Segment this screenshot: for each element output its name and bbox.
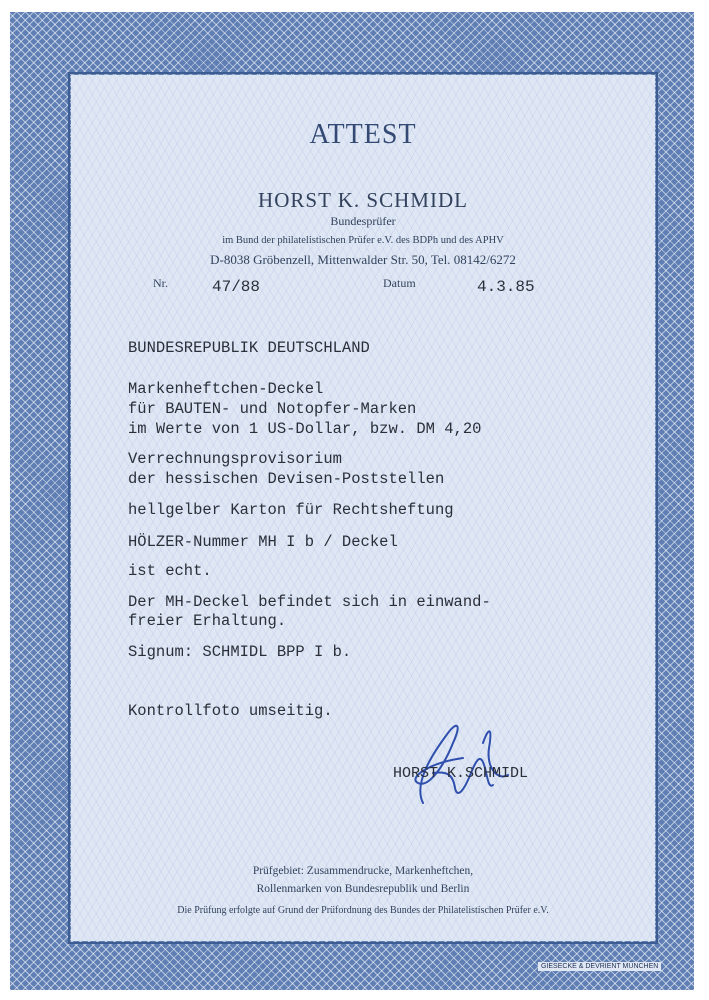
examiner-role: Bundesprüfer [330, 214, 396, 228]
examiner-address: D-8038 Gröbenzell, Mittenwalder Str. 50, Tel. 08142/6272 [210, 252, 516, 267]
item-line-3: im Werte von 1 US-Dollar, bzw. DM 4,20 [128, 420, 482, 438]
legal-note: Die Prüfung erfolgte auf Grund der Prüfordnung des Bundes der Philatelistischen Prüfer e.V. [177, 905, 549, 916]
number-label: Nr. [153, 276, 168, 290]
genuine-statement: ist echt. [128, 562, 212, 580]
scope-line-2: Rollenmarken von Bundesrepublik und Berlin [256, 883, 470, 895]
examiner-name: HORST K. SCHMIDL [258, 188, 468, 212]
photo-note: Kontrollfoto umseitig. [128, 702, 333, 720]
certificate-title: ATTEST [309, 119, 417, 150]
scope-line-1: Prüfgebiet: Zusammendrucke, Markenheftchen, [252, 865, 474, 877]
condition-line-2: freier Erhaltung. [128, 612, 287, 630]
item-line-1: Markenheftchen-Deckel [128, 380, 324, 398]
handwritten-signature [393, 713, 513, 813]
certificate-panel [71, 75, 655, 941]
signatory-name: HORST K.SCHMIDL [393, 765, 529, 782]
provisional-line-2: der hessischen Devisen-Poststellen [128, 470, 445, 488]
examiner-association: im Bund der philatelistischen Prüfer e.V. des BDPh und des APHV [222, 235, 504, 246]
catalog-number: HÖLZER-Nummer MH I b / Deckel [128, 533, 398, 551]
printer-imprint: GIESECKE & DEVRIENT MÜNCHEN [538, 962, 661, 971]
guilloche-border [10, 12, 694, 990]
signum-line: Signum: SCHMIDL BPP I b. [128, 643, 352, 661]
date-label: Datum [383, 276, 416, 290]
condition-line-1: Der MH-Deckel befindet sich in einwand- [128, 593, 491, 611]
certificate-date: 4.3.85 [477, 278, 535, 296]
item-line-2: für BAUTEN- und Notopfer-Marken [128, 400, 417, 418]
provisional-line-1: Verrechnungsprovisorium [128, 450, 342, 468]
country-line: BUNDESREPUBLIK DEUTSCHLAND [128, 339, 370, 357]
certificate-number: 47/88 [212, 278, 261, 296]
card-description: hellgelber Karton für Rechtsheftung [128, 501, 454, 519]
